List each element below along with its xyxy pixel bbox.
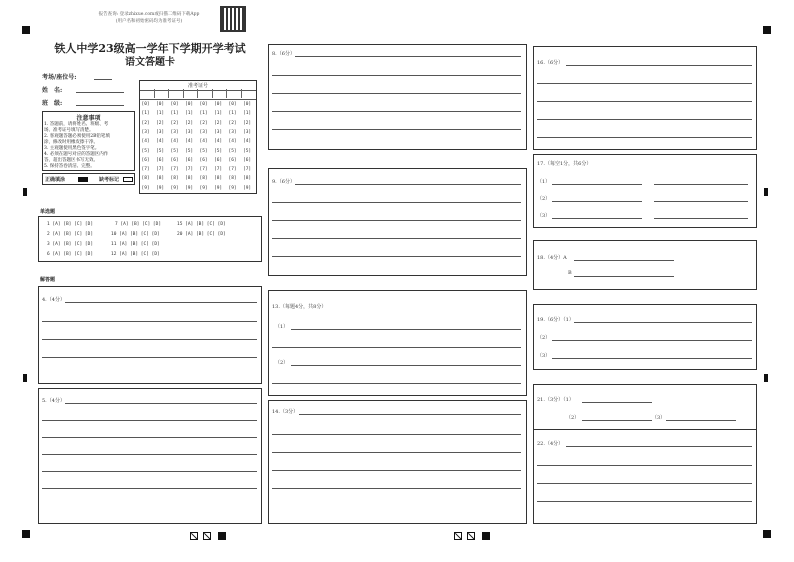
id-digit-bubble[interactable]: [1]	[199, 111, 208, 117]
q22-label: 22.（4分）	[537, 441, 564, 447]
section-divider	[533, 429, 757, 430]
answer-line	[272, 434, 521, 435]
fill-example-box	[42, 173, 135, 185]
mcq-item[interactable]: 15 [A] [B] [C] [D]	[177, 222, 226, 227]
answer-line	[537, 465, 752, 466]
mcq-item[interactable]: 1 [A] [B] [C] [D]	[47, 222, 94, 227]
q21-part2-label: （2）	[566, 415, 580, 421]
id-digit-bubble[interactable]: [9]	[243, 185, 252, 191]
id-digit-bubble[interactable]: [5]	[156, 148, 165, 154]
id-digit-bubble[interactable]: [6]	[199, 157, 208, 163]
id-digit-bubble[interactable]: [3]	[185, 129, 194, 135]
q17-label: 17.（每空1分，共6分）	[537, 161, 592, 167]
notice-line: 答，超出答题区书写无效。	[44, 158, 98, 163]
answer-line	[272, 202, 521, 203]
id-digit-bubble[interactable]: [6]	[214, 157, 223, 163]
answer-line	[574, 260, 674, 261]
q5-answer-box[interactable]	[38, 388, 262, 524]
footer-mark-icon	[190, 532, 198, 540]
seat-label: 考场/座位号:	[42, 74, 77, 81]
q18-label: 18.（4分）A	[537, 255, 567, 261]
id-digit-bubble[interactable]: [0]	[214, 102, 223, 107]
id-digit-bubble[interactable]: [9]	[170, 185, 179, 191]
answer-line	[42, 339, 257, 340]
correct-fill-label: 正确填涂	[45, 177, 66, 183]
answer-line	[552, 201, 642, 202]
id-digit-bubble[interactable]: [2]	[185, 120, 194, 126]
id-digit-bubble[interactable]: [8]	[170, 176, 179, 182]
id-digit-bubble[interactable]: [0]	[141, 102, 150, 107]
q8-label: 8.（6分）	[272, 51, 295, 57]
id-digit-bubble[interactable]: [4]	[199, 139, 208, 145]
answer-line	[42, 321, 257, 322]
answer-line	[272, 75, 521, 76]
answer-line	[272, 93, 521, 94]
id-digit-bubble[interactable]: [1]	[214, 111, 223, 117]
id-digit-bubble[interactable]: [2]	[228, 120, 237, 126]
q16-answer-box[interactable]	[533, 46, 757, 150]
id-grid-column-divider	[226, 89, 227, 98]
id-digit-bubble[interactable]: [7]	[214, 167, 223, 173]
answer-line	[537, 119, 752, 120]
side-mark-4	[764, 374, 768, 382]
answer-line	[272, 470, 521, 471]
report-notice-line2: (用户名和初始密码均为准考证号)	[115, 19, 183, 24]
answer-section-label: 解答题	[40, 277, 56, 283]
id-digit-bubble[interactable]: [1]	[170, 111, 179, 117]
id-digit-bubble[interactable]: [2]	[243, 120, 252, 126]
q13-label: 13.（每题4分，共8分）	[272, 304, 327, 310]
id-digit-bubble[interactable]: [6]	[170, 157, 179, 163]
notice-line: 4. 必须在题号对应的答题区内作	[44, 152, 109, 157]
id-digit-bubble[interactable]: [5]	[170, 148, 179, 154]
answer-line	[272, 347, 521, 348]
q5-label: 5.（4分）	[42, 398, 65, 404]
correct-fill-icon	[78, 177, 88, 182]
grid-divider	[140, 90, 256, 91]
id-digit-bubble[interactable]: [6]	[156, 157, 165, 163]
q13-part2-label: （2）	[275, 360, 289, 366]
id-digit-bubble[interactable]: [0]	[199, 102, 208, 107]
id-digit-bubble[interactable]: [8]	[199, 176, 208, 182]
id-digit-bubble[interactable]: [2]	[156, 120, 165, 126]
side-mark-2	[23, 374, 27, 382]
answer-line	[654, 184, 748, 185]
exam-id-title: 准考证号	[187, 83, 208, 89]
q18-answer-box[interactable]	[533, 240, 757, 290]
q14-answer-box[interactable]	[268, 400, 527, 524]
answer-line	[291, 329, 521, 330]
id-digit-bubble[interactable]: [7]	[185, 167, 194, 173]
q19-part3-label: （3）	[537, 353, 551, 359]
answer-line	[42, 454, 257, 455]
answer-line	[291, 365, 521, 366]
id-grid-column-divider	[212, 89, 213, 98]
mcq-item[interactable]: 7 [A] [B] [C] [D]	[115, 222, 162, 227]
notice-line: 3. 主观题使用黑色签字笔。	[44, 146, 100, 151]
id-digit-bubble[interactable]: [9]	[156, 185, 165, 191]
q18-b-label: B	[568, 270, 572, 276]
notice-line: 5. 保持答卷清洁、完整。	[44, 164, 95, 169]
mcq-item[interactable]: 2 [A] [B] [C] [D]	[47, 232, 94, 237]
name-label: 姓 名:	[42, 87, 63, 94]
id-digit-bubble[interactable]: [5]	[141, 148, 150, 154]
footer-mark-icon	[203, 532, 211, 540]
answer-line	[566, 446, 752, 447]
id-digit-bubble[interactable]: [8]	[228, 176, 237, 182]
q13-part1-label: （1）	[275, 324, 289, 330]
answer-line	[537, 501, 752, 502]
id-digit-bubble[interactable]: [1]	[141, 111, 150, 117]
answer-line	[574, 322, 752, 323]
id-digit-bubble[interactable]: [8]	[156, 176, 165, 182]
qr-code-icon	[220, 6, 246, 32]
id-grid-column-divider	[183, 89, 184, 98]
id-digit-bubble[interactable]: [5]	[199, 148, 208, 154]
mcq-item[interactable]: 6 [A] [B] [C] [D]	[47, 252, 94, 257]
id-digit-bubble[interactable]: [4]	[228, 139, 237, 145]
answer-line	[537, 101, 752, 102]
absent-mark-box[interactable]	[123, 177, 133, 182]
answer-line	[537, 137, 752, 138]
page-subtitle: 语文答题卡	[125, 57, 175, 68]
id-grid-column-divider	[241, 89, 242, 98]
id-digit-bubble[interactable]: [6]	[185, 157, 194, 163]
class-label: 班 级:	[42, 100, 63, 107]
id-digit-bubble[interactable]: [3]	[199, 129, 208, 135]
q17-part1-label: （1）	[537, 179, 551, 185]
id-digit-bubble[interactable]: [5]	[243, 148, 252, 154]
report-notice-line1: 报告查询: 登录zhixue.com或扫描二维码下载App	[98, 12, 200, 17]
id-digit-bubble[interactable]: [7]	[141, 167, 150, 173]
id-digit-bubble[interactable]: [5]	[228, 148, 237, 154]
mcq-item[interactable]: 12 [A] [B] [C] [D]	[111, 252, 160, 257]
answer-line	[272, 129, 521, 130]
id-digit-bubble[interactable]: [6]	[228, 157, 237, 163]
corner-mark-br	[763, 530, 771, 538]
answer-line	[574, 276, 674, 277]
id-digit-bubble[interactable]: [2]	[199, 120, 208, 126]
notice-title: 注意事项	[76, 115, 101, 122]
id-digit-bubble[interactable]: [3]	[170, 129, 179, 135]
answer-line	[42, 420, 257, 421]
id-digit-bubble[interactable]: [2]	[170, 120, 179, 126]
id-digit-bubble[interactable]: [9]	[228, 185, 237, 191]
answer-line	[272, 256, 521, 257]
q9-label: 9.（6分）	[272, 179, 295, 185]
id-digit-bubble[interactable]: [3]	[156, 129, 165, 135]
corner-mark-tr	[763, 26, 771, 34]
id-digit-bubble[interactable]: [6]	[141, 157, 150, 163]
id-digit-bubble[interactable]: [0]	[170, 102, 179, 107]
corner-mark-bl	[22, 530, 30, 538]
id-grid-column-divider	[197, 89, 198, 98]
id-digit-bubble[interactable]: [9]	[185, 185, 194, 191]
id-digit-bubble[interactable]: [8]	[185, 176, 194, 182]
answer-line	[272, 238, 521, 239]
q4-label: 4.（4分）	[42, 297, 65, 303]
q21-q22-answer-box[interactable]	[533, 384, 757, 524]
mcq-item[interactable]: 11 [A] [B] [C] [D]	[111, 242, 160, 247]
answer-line	[295, 56, 521, 57]
page-title: 铁人中学23级高一学年下学期开学考试	[54, 42, 246, 55]
id-digit-bubble[interactable]: [4]	[185, 139, 194, 145]
answer-line	[582, 402, 652, 403]
answer-line	[295, 184, 521, 185]
footer-mark-icon	[218, 532, 226, 540]
answer-line	[42, 437, 257, 438]
id-digit-bubble[interactable]: [7]	[199, 167, 208, 173]
answer-line	[272, 452, 521, 453]
q17-part2-label: （2）	[537, 196, 551, 202]
q4-answer-box[interactable]	[38, 286, 262, 384]
id-digit-bubble[interactable]: [1]	[228, 111, 237, 117]
id-digit-bubble[interactable]: [2]	[214, 120, 223, 126]
q13-answer-box[interactable]	[268, 290, 527, 396]
answer-line	[654, 218, 748, 219]
id-digit-bubble[interactable]: [5]	[214, 148, 223, 154]
id-digit-bubble[interactable]: [9]	[199, 185, 208, 191]
id-digit-bubble[interactable]: [0]	[228, 102, 237, 107]
mcq-section-label: 单选题	[40, 209, 56, 215]
answer-line	[666, 420, 736, 421]
id-digit-bubble[interactable]: [0]	[185, 102, 194, 107]
seat-field[interactable]	[94, 79, 112, 80]
side-mark-1	[23, 188, 27, 196]
mcq-box	[38, 216, 262, 262]
q8-answer-box[interactable]	[268, 44, 527, 150]
id-digit-bubble[interactable]: [0]	[243, 102, 252, 107]
q19-label: 19.（6分）（1）	[537, 317, 574, 323]
answer-line	[299, 414, 521, 415]
answer-line	[537, 83, 752, 84]
id-digit-bubble[interactable]: [7]	[228, 167, 237, 173]
q21-label: 21.（3分）（1）	[537, 397, 574, 403]
answer-line	[65, 403, 257, 404]
q16-label: 16.（6分）	[537, 60, 564, 66]
answer-line	[42, 471, 257, 472]
answer-line	[272, 383, 521, 384]
notice-line: 1. 答题前，请将姓名、班级、考	[44, 122, 109, 127]
notice-box	[42, 111, 135, 171]
id-digit-bubble[interactable]: [3]	[228, 129, 237, 135]
corner-mark-tl	[22, 26, 30, 34]
id-digit-bubble[interactable]: [4]	[214, 139, 223, 145]
footer-mark-icon	[467, 532, 475, 540]
id-digit-bubble[interactable]: [0]	[156, 102, 165, 107]
id-digit-bubble[interactable]: [4]	[141, 139, 150, 145]
grid-divider-2	[140, 99, 256, 100]
id-digit-bubble[interactable]: [1]	[156, 111, 165, 117]
footer-mark-icon	[454, 532, 462, 540]
answer-line	[537, 483, 752, 484]
notice-line: 涂，修改时用橡皮擦干净。	[44, 140, 98, 145]
id-digit-bubble[interactable]: [3]	[141, 129, 150, 135]
mcq-item[interactable]: 10 [A] [B] [C] [D]	[111, 232, 160, 237]
id-digit-bubble[interactable]: [5]	[185, 148, 194, 154]
answer-line	[654, 201, 748, 202]
q19-answer-box[interactable]	[533, 304, 757, 370]
answer-line	[272, 488, 521, 489]
id-digit-bubble[interactable]: [1]	[185, 111, 194, 117]
answer-line	[552, 184, 642, 185]
class-field[interactable]	[76, 105, 124, 106]
answer-line	[552, 218, 642, 219]
answer-line	[272, 220, 521, 221]
id-digit-bubble[interactable]: [7]	[170, 167, 179, 173]
q9-answer-box[interactable]	[268, 168, 527, 276]
id-grid-column-divider	[168, 89, 169, 98]
id-grid-column-divider	[154, 89, 155, 98]
id-digit-bubble[interactable]: [2]	[141, 120, 150, 126]
absent-label: 缺考标记	[99, 177, 120, 183]
mcq-item[interactable]: 3 [A] [B] [C] [D]	[47, 242, 94, 247]
q17-part3-label: （3）	[537, 213, 551, 219]
id-digit-bubble[interactable]: [7]	[156, 167, 165, 173]
id-digit-bubble[interactable]: [9]	[214, 185, 223, 191]
notice-line: 2. 客观题答题必须使用2B铅笔填	[44, 134, 110, 139]
id-digit-bubble[interactable]: [3]	[243, 129, 252, 135]
q21-part3-label: （3）	[652, 415, 666, 421]
answer-line	[42, 488, 257, 489]
answer-line	[566, 65, 752, 66]
footer-mark-icon	[482, 532, 490, 540]
id-digit-bubble[interactable]: [4]	[170, 139, 179, 145]
side-mark-3	[764, 188, 768, 196]
q14-label: 14.（3分）	[272, 409, 299, 415]
q17-answer-box[interactable]	[533, 154, 757, 228]
id-digit-bubble[interactable]: [4]	[156, 139, 165, 145]
answer-line	[42, 357, 257, 358]
answer-line	[552, 340, 752, 341]
id-digit-bubble[interactable]: [3]	[214, 129, 223, 135]
answer-line	[65, 302, 257, 303]
id-digit-bubble[interactable]: [8]	[243, 176, 252, 182]
answer-line	[582, 420, 652, 421]
id-digit-bubble[interactable]: [8]	[141, 176, 150, 182]
id-digit-bubble[interactable]: [1]	[243, 111, 252, 117]
q19-part2-label: （2）	[537, 335, 551, 341]
mcq-item[interactable]: 20 [A] [B] [C] [D]	[177, 232, 226, 237]
id-digit-bubble[interactable]: [7]	[243, 167, 252, 173]
id-digit-bubble[interactable]: [4]	[243, 139, 252, 145]
notice-line: 场、准考证号填写清楚。	[44, 128, 94, 133]
id-digit-bubble[interactable]: [9]	[141, 185, 150, 191]
name-field[interactable]	[76, 92, 124, 93]
id-digit-bubble[interactable]: [6]	[243, 157, 252, 163]
answer-line	[272, 111, 521, 112]
id-digit-bubble[interactable]: [8]	[214, 176, 223, 182]
answer-line	[552, 358, 752, 359]
